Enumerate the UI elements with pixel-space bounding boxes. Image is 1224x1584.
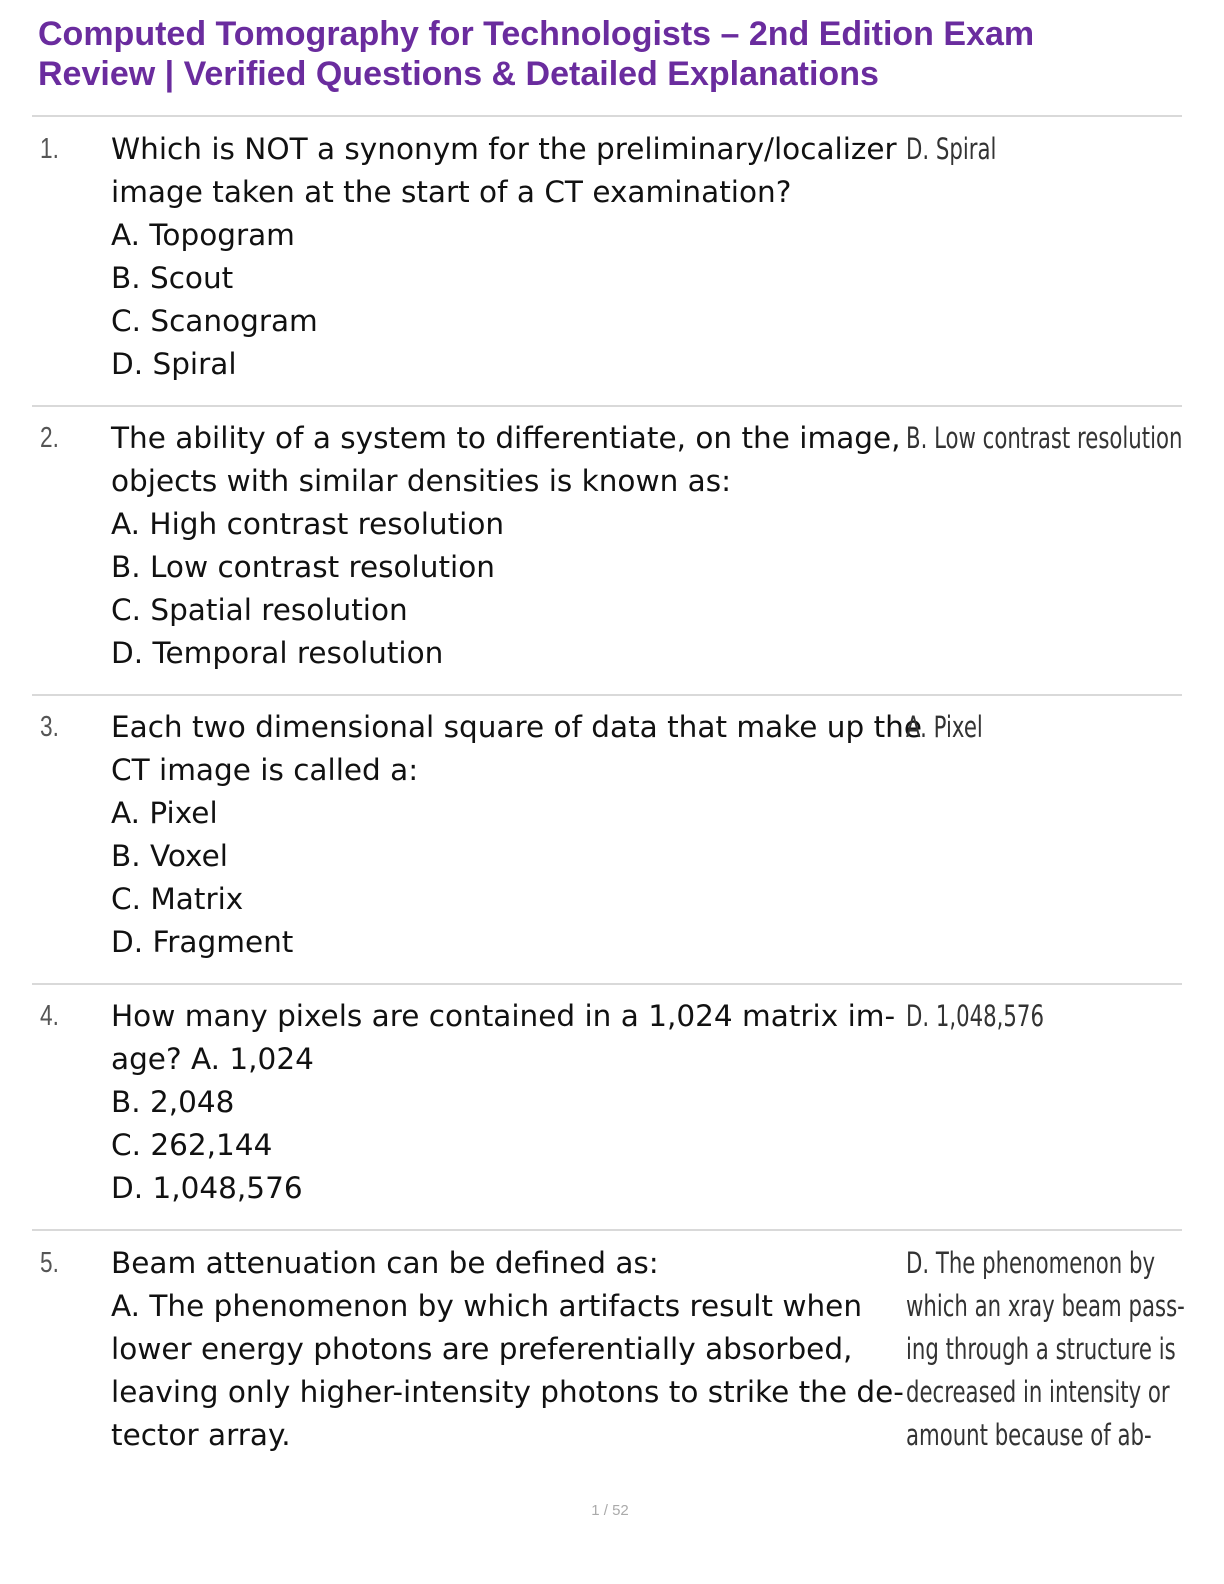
question-divider <box>32 1229 1182 1231</box>
question-text <box>111 417 901 675</box>
question-number: 3. <box>40 711 59 743</box>
option-a-continued: lower energy photons are preferentially absorbed, <box>111 1332 853 1366</box>
option-a: A. High contrast resolution <box>111 507 505 541</box>
question-line: objects with similar densities is known as: <box>111 464 732 498</box>
question-divider <box>32 405 1182 407</box>
answer-line: D. The phenomenon by <box>906 1246 1156 1280</box>
question-text <box>111 995 901 1210</box>
option-a-continued: tector array. <box>111 1418 291 1452</box>
document-title <box>38 14 1188 94</box>
option-c: C. 262,144 <box>111 1128 273 1162</box>
option-b: B. Scout <box>111 261 234 295</box>
answer-text <box>906 706 1165 749</box>
option-b: B. 2,048 <box>111 1085 235 1119</box>
answer-text <box>906 1242 1185 1457</box>
answer-line: decreased in intensity or <box>906 1375 1170 1409</box>
option-a: A. Pixel <box>111 796 218 830</box>
option-d: D. Spiral <box>111 347 237 381</box>
question-text <box>111 706 922 964</box>
question-line: Which is NOT a synonym for the preliminary/localizer <box>111 132 897 166</box>
question-line: Beam attenuation can be defined as: <box>111 1246 659 1280</box>
question-divider <box>32 694 1182 696</box>
question-line: image taken at the start of a CT examination? <box>111 175 792 209</box>
option-d: D. Fragment <box>111 925 294 959</box>
answer-line: D. Spiral <box>906 132 997 166</box>
answer-line: B. Low contrast resolution <box>906 421 1183 455</box>
question-text <box>111 128 901 386</box>
option-d: D. Temporal resolution <box>111 636 444 670</box>
document-title-line-2: Review | Verified Questions & Detailed Explanations <box>38 55 879 93</box>
title-divider <box>32 115 1182 117</box>
question-line: age? A. 1,024 <box>111 1042 314 1076</box>
question-line: How many pixels are contained in a 1,024 matrix im- <box>111 999 896 1033</box>
answer-line: ing through a structure is <box>906 1332 1176 1366</box>
answer-line: amount because of ab- <box>906 1418 1152 1452</box>
document-title-line-1: Computed Tomography for Technologists – 2nd Edition Exam <box>38 15 1035 53</box>
option-d: D. 1,048,576 <box>111 1171 303 1205</box>
answer-text <box>906 128 1165 171</box>
answer-line: which an xray beam pass- <box>906 1289 1185 1323</box>
answer-text <box>906 995 1165 1038</box>
option-b: B. Low contrast resolution <box>111 550 495 584</box>
option-a: A. Topogram <box>111 218 295 252</box>
option-a-continued: leaving only higher-intensity photons to strike the de- <box>111 1375 904 1409</box>
option-b: B. Voxel <box>111 839 228 873</box>
option-c: C. Spatial resolution <box>111 593 408 627</box>
option-c: C. Matrix <box>111 882 244 916</box>
answer-line: A. Pixel <box>906 710 983 744</box>
question-line: The ability of a system to differentiate, on the image, <box>111 421 901 455</box>
question-number: 4. <box>40 1000 59 1032</box>
page-number: 1 / 52 <box>591 1502 629 1519</box>
question-number: 5. <box>40 1247 59 1279</box>
answer-line: D. 1,048,576 <box>906 999 1044 1033</box>
question-number: 2. <box>40 422 59 454</box>
question-line: CT image is called a: <box>111 753 419 787</box>
question-number: 1. <box>40 133 59 165</box>
question-divider <box>32 983 1182 985</box>
question-text <box>111 1242 904 1457</box>
question-line: Each two dimensional square of data that make up the <box>111 710 922 744</box>
option-c: C. Scanogram <box>111 304 318 338</box>
option-a: A. The phenomenon by which artifacts result when <box>111 1289 863 1323</box>
answer-text <box>906 417 1183 460</box>
